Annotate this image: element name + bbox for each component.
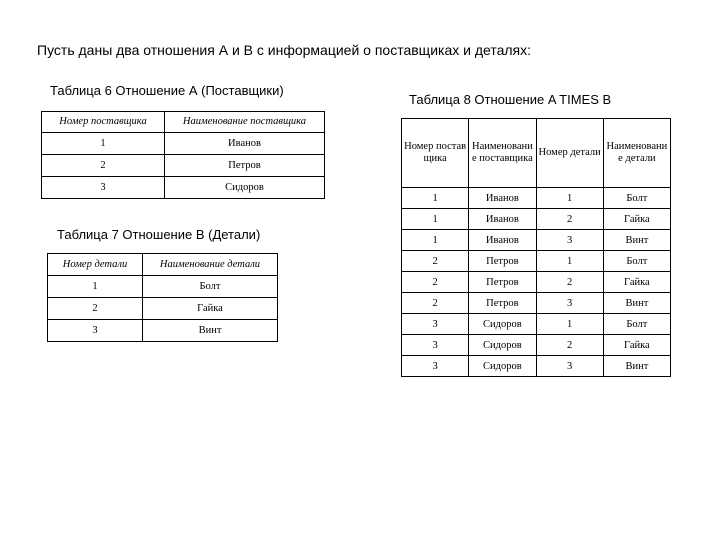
table-cell: Сидоров <box>469 356 536 377</box>
table-row <box>48 320 278 342</box>
column-header: Наименование детали <box>603 119 670 188</box>
table-cell: Петров <box>469 272 536 293</box>
table-cell: 2 <box>402 251 469 272</box>
table-cell: Винт <box>143 320 278 342</box>
table-cell: Сидоров <box>469 314 536 335</box>
table-row <box>402 230 671 251</box>
table-cell: 3 <box>536 230 603 251</box>
table-cell: 2 <box>48 298 143 320</box>
table-row <box>42 155 325 177</box>
table-cell: Сидоров <box>469 335 536 356</box>
table-cell: Болт <box>603 188 670 209</box>
table-cell: 2 <box>536 335 603 356</box>
table-cell: 1 <box>402 188 469 209</box>
column-header: Номер детали <box>536 119 603 188</box>
table-cell: 1 <box>402 230 469 251</box>
page-heading: Пусть даны два отношения А и В с информацией о поставщиках и деталях: <box>37 42 532 58</box>
column-header: Номер поставщика <box>42 112 165 133</box>
table-cell: 1 <box>48 276 143 298</box>
table-row <box>48 276 278 298</box>
table-row <box>402 188 671 209</box>
column-header: Номер детали <box>48 254 143 276</box>
table-cell: 3 <box>536 293 603 314</box>
table-cell: 3 <box>402 356 469 377</box>
table-b-parts <box>47 253 278 342</box>
table-cell: 2 <box>402 293 469 314</box>
table-cell: 2 <box>536 209 603 230</box>
table-cell: Гайка <box>143 298 278 320</box>
table-row <box>402 293 671 314</box>
table-cell: Болт <box>603 314 670 335</box>
table-row <box>402 335 671 356</box>
table-header-row <box>42 112 325 133</box>
table-row <box>402 251 671 272</box>
table-cell: Винт <box>603 293 670 314</box>
table-row <box>42 177 325 199</box>
table-cell: Гайка <box>603 272 670 293</box>
table-cell: 1 <box>536 188 603 209</box>
table-cell: 2 <box>536 272 603 293</box>
column-header: Наименование поставщика <box>165 112 325 133</box>
table-b-caption: Таблица 7 Отношение В (Детали) <box>57 227 261 242</box>
table-header-row <box>48 254 278 276</box>
table-cell: Иванов <box>469 209 536 230</box>
table-cell: Иванов <box>469 230 536 251</box>
table-cell: 1 <box>42 133 165 155</box>
table-c-product <box>401 118 671 377</box>
table-cell: 3 <box>536 356 603 377</box>
table-cell: 3 <box>402 314 469 335</box>
column-header: Наименование поставщика <box>469 119 536 188</box>
table-row <box>48 298 278 320</box>
table-cell: 1 <box>536 251 603 272</box>
table-cell: Гайка <box>603 335 670 356</box>
table-row <box>42 133 325 155</box>
table-cell: 1 <box>402 209 469 230</box>
column-header: Наименование детали <box>143 254 278 276</box>
table-cell: Сидоров <box>165 177 325 199</box>
table-c-caption: Таблица 8 Отношение A TIMES B <box>409 92 612 107</box>
table-cell: Винт <box>603 230 670 251</box>
table-cell: Петров <box>165 155 325 177</box>
column-header: Номер поставщика <box>402 119 469 188</box>
table-cell: Иванов <box>165 133 325 155</box>
table-cell: Болт <box>603 251 670 272</box>
table-cell: 1 <box>536 314 603 335</box>
table-cell: Винт <box>603 356 670 377</box>
table-cell: 2 <box>402 272 469 293</box>
table-cell: Болт <box>143 276 278 298</box>
table-row <box>402 356 671 377</box>
table-cell: Иванов <box>469 188 536 209</box>
table-cell: 3 <box>42 177 165 199</box>
table-row <box>402 314 671 335</box>
table-row <box>402 272 671 293</box>
table-a-suppliers <box>41 111 325 199</box>
table-cell: Петров <box>469 251 536 272</box>
table-cell: Петров <box>469 293 536 314</box>
table-cell: 3 <box>48 320 143 342</box>
table-a-caption: Таблица 6 Отношение А (Поставщики) <box>50 83 284 98</box>
table-cell: 2 <box>42 155 165 177</box>
table-cell: Гайка <box>603 209 670 230</box>
table-row <box>402 209 671 230</box>
table-cell: 3 <box>402 335 469 356</box>
table-header-row <box>402 119 671 188</box>
